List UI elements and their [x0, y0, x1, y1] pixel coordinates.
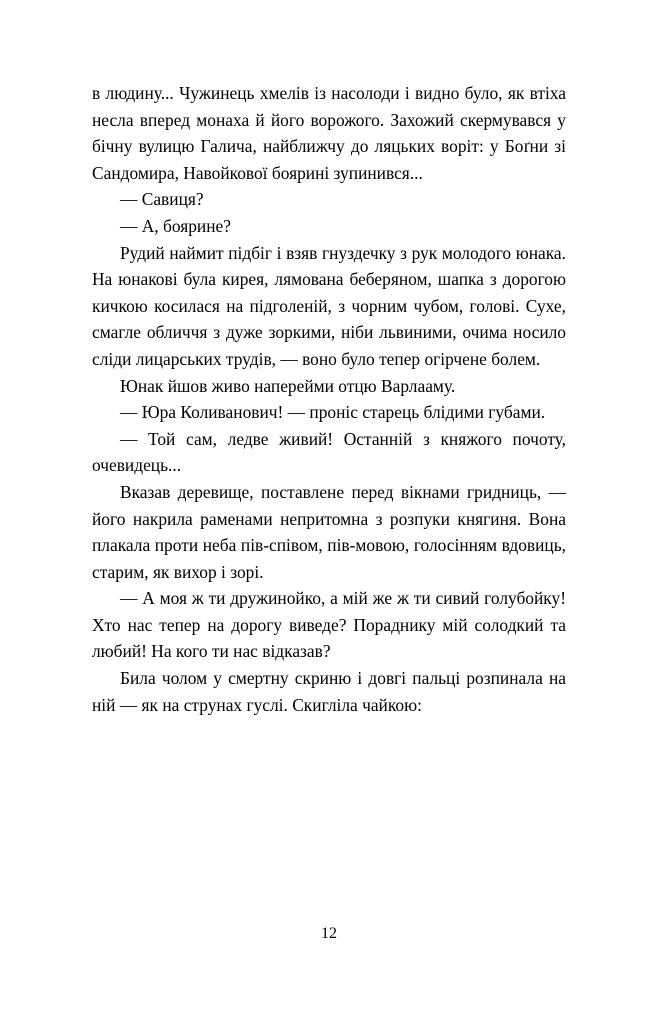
- paragraph: Вказав деревище, поставлене перед вікнами гридниць, — його накрила раменами непритомна з розпуки княгиня. Вона плакала проти неба пів-співом, пів-мовою, голосінням вдовиць, старим, як вихор і зорі.: [92, 481, 566, 582]
- paragraph: Рудий наймит підбіг і взяв гнуздечку з рук молодого юнака. На юнакові була кирея, лямована беберяном, шапка з дорогою кичкою косилася на підголеній, з чорним чубом, голові. Сухе, смагле обличчя з дуже зоркими, ніби львиними, очима носило сліди лицарських трудів, — воно було тепер огірчене болем.: [92, 242, 566, 369]
- page-body: [92, 80, 566, 718]
- paragraph: — А, боярине?: [120, 215, 231, 236]
- paragraph: — Савиця?: [120, 189, 204, 210]
- page-number: 12: [321, 925, 337, 942]
- paragraph: Юнак йшов живо наперейми отцю Варлааму.: [120, 375, 456, 396]
- paragraph: в людину... Чужинець хмелів із насолоди і видно було, як втіха несла вперед монаха й його ворожого. Захожий скермувався у бічну вулицю Галича, найближчу до ляцьких воріт: у Боґни зі Сандомира, Навойкової боярині зупинився...: [92, 83, 566, 183]
- paragraph: — Юра Коливанович! — проніс старець блідими губами.: [120, 402, 546, 423]
- paragraph: Била чолом у смертну скриню і довгі пальці розпинала на ній — як на струнах гуслі. Скигліла чайкою:: [92, 668, 566, 715]
- paragraph: — А моя ж ти дружинойко, а мій же ж ти сивий голубойку! Хто нас тепер на дорогу виведе? Пораднику мій солодкий та любий! На кого ти нас відказав?: [92, 588, 566, 662]
- paragraph: — Той сам, ледве живий! Останній з княжого почоту, очевидець...: [92, 428, 566, 476]
